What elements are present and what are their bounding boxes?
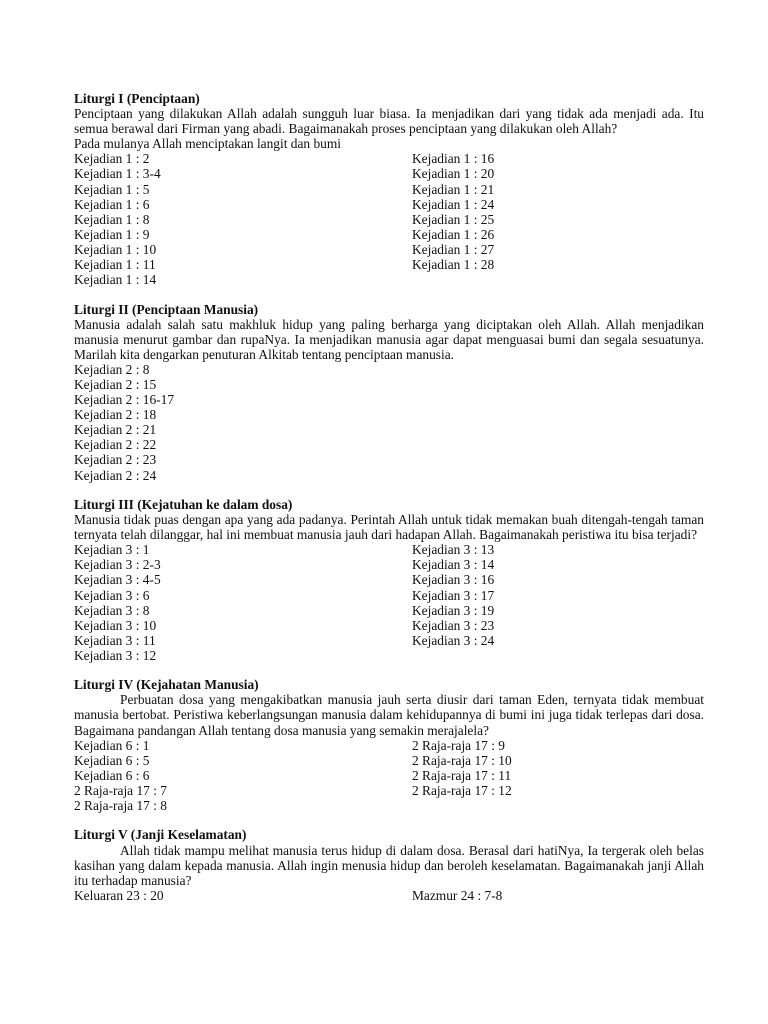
reference-item: Kejadian 1 : 25: [412, 211, 495, 227]
section-liturgi-5: [74, 827, 704, 902]
section-paragraph: Perbuatan dosa yang mengakibatkan manusia jauh serta diusir dari taman Eden, ternyata tidak membuat manusia bertobat. Peristiwa keberlangsungan manusia dalam kehidupannya di bumi ini juga tidak terlepas dari dosa. Bagaimana pandangan Allah tentang dosa manusia yang semakin merajalela?: [74, 692, 704, 738]
reference-column-right: [412, 738, 704, 813]
section-title: Liturgi V (Janji Keselamatan): [74, 827, 247, 843]
reference-column-right: [412, 362, 704, 483]
reference-item: Kejadian 1 : 16: [412, 151, 495, 167]
reference-item: 2 Raja-raja 17 : 11: [412, 767, 512, 783]
reference-column-right: [412, 888, 704, 903]
reference-item: Kejadian 2 : 21: [74, 422, 157, 438]
reference-column-left: [74, 542, 412, 663]
reference-item: Kejadian 2 : 8: [74, 361, 150, 377]
section-title: Liturgi I (Penciptaan): [74, 91, 200, 106]
section-liturgi-2: [74, 302, 704, 483]
reference-column-left: [74, 738, 412, 813]
reference-item: Kejadian 3 : 16: [412, 572, 495, 588]
reference-item: Kejadian 3 : 13: [412, 542, 495, 558]
reference-item: Kejadian 3 : 23: [412, 617, 495, 633]
reference-column-left: [74, 888, 412, 903]
reference-item: Kejadian 2 : 24: [74, 467, 157, 483]
reference-item: Kejadian 3 : 6: [74, 587, 150, 603]
reference-item: Kejadian 6 : 1: [74, 737, 150, 753]
reference-item: Kejadian 1 : 11: [74, 257, 156, 273]
reference-item: Kejadian 6 : 6: [74, 767, 150, 783]
reference-item: Kejadian 6 : 5: [74, 752, 150, 768]
section-title: Liturgi IV (Kejahatan Manusia): [74, 677, 259, 693]
reference-item: Kejadian 2 : 16-17: [74, 392, 175, 408]
reference-item: 2 Raja-raja 17 : 12: [412, 782, 512, 798]
section-paragraph: Manusia adalah salah satu makhluk hidup yang paling berharga yang diciptakan oleh Allah. Allah menjadikan manusia menurut gambar dan rupaNya. Ia menjadikan manusia agar dapat menguasai bumi dan segala sesuatunya. Marilah kita dengarkan penuturan Alkitab tentang penciptaan manusia.: [74, 316, 704, 362]
section-liturgi-3: [74, 497, 704, 663]
document-content: [74, 91, 704, 917]
section-title: Liturgi II (Penciptaan Manusia): [74, 301, 259, 317]
reference-item: Kejadian 2 : 22: [74, 437, 157, 453]
reference-item: 2 Raja-raja 17 : 10: [412, 752, 512, 768]
section-liturgi-1: [74, 91, 704, 287]
reference-item: Kejadian 1 : 3-4: [74, 166, 161, 182]
reference-item: Kejadian 1 : 6: [74, 196, 150, 212]
reference-item: Kejadian 1 : 5: [74, 181, 150, 197]
reference-item: Kejadian 3 : 1: [74, 542, 150, 558]
reference-item: Mazmur 24 : 7-8: [412, 887, 503, 903]
reference-list: [74, 888, 704, 903]
reference-item: 2 Raja-raja 17 : 8: [74, 798, 167, 814]
section-paragraph: Penciptaan yang dilakukan Allah adalah sungguh luar biasa. Ia menjadikan dari yang tidak ada menjadi ada. Itu semua berawal dari Firman yang abadi. Bagaimanakah proses penciptaan yang dilakukan oleh Allah?: [74, 106, 704, 137]
reference-item: Kejadian 1 : 8: [74, 211, 150, 227]
reference-item: Kejadian 2 : 15: [74, 376, 157, 392]
section-paragraph: Manusia tidak puas dengan apa yang ada padanya. Perintah Allah untuk tidak memakan buah ditengah-tengah taman ternyata telah dilanggar, hal ini membuat manusia jauh dari hadapan Allah. Bagaimanakah peristiwa itu bisa terjadi?: [74, 512, 704, 543]
reference-item: Kejadian 3 : 4-5: [74, 572, 161, 588]
reference-list: [74, 151, 704, 287]
section-title: Liturgi III (Kejatuhan ke dalam dosa): [74, 496, 293, 512]
reference-item: Kejadian 1 : 20: [412, 166, 495, 182]
reference-item: Kejadian 1 : 27: [412, 241, 495, 257]
reference-column-right: [412, 542, 704, 663]
reference-item: Keluaran 23 : 20: [74, 887, 164, 903]
reference-item: Kejadian 3 : 19: [412, 602, 495, 618]
reference-item: Kejadian 3 : 14: [412, 557, 495, 573]
reference-item: Kejadian 3 : 8: [74, 602, 150, 618]
reference-item: Kejadian 3 : 17: [412, 587, 495, 603]
reference-column-left: [74, 362, 412, 483]
reference-item: Kejadian 3 : 10: [74, 617, 157, 633]
reference-item: Kejadian 1 : 21: [412, 181, 495, 197]
reference-item: 2 Raja-raja 17 : 7: [74, 782, 167, 798]
reference-item: Kejadian 1 : 9: [74, 226, 150, 242]
section-extra-line: Pada mulanya Allah menciptakan langit dan bumi: [74, 136, 342, 152]
reference-item: Kejadian 2 : 18: [74, 407, 157, 423]
reference-item: Kejadian 1 : 26: [412, 226, 495, 242]
reference-column-left: [74, 151, 412, 287]
section-liturgi-4: [74, 677, 704, 813]
reference-item: Kejadian 1 : 24: [412, 196, 495, 212]
reference-list: [74, 542, 704, 663]
reference-list: [74, 738, 704, 813]
section-paragraph: Allah tidak mampu melihat manusia terus hidup di dalam dosa. Berasal dari hatiNya, Ia tergerak oleh belas kasihan yang dalam kepada manusia. Allah ingin menusia hidup dan beroleh keselamatan. Bagaimanakah janji Allah itu terhadap manusia?: [74, 842, 704, 888]
reference-item: 2 Raja-raja 17 : 9: [412, 737, 505, 753]
reference-item: Kejadian 1 : 14: [74, 272, 157, 288]
reference-list: [74, 362, 704, 483]
reference-item: Kejadian 2 : 23: [74, 452, 157, 468]
reference-item: Kejadian 3 : 2-3: [74, 557, 161, 573]
reference-item: Kejadian 3 : 11: [74, 632, 156, 648]
reference-item: Kejadian 3 : 12: [74, 647, 157, 663]
reference-item: Kejadian 1 : 10: [74, 241, 157, 257]
reference-item: Kejadian 1 : 2: [74, 151, 150, 167]
reference-column-right: [412, 151, 704, 287]
reference-item: Kejadian 3 : 24: [412, 632, 495, 648]
reference-item: Kejadian 1 : 28: [412, 257, 495, 273]
